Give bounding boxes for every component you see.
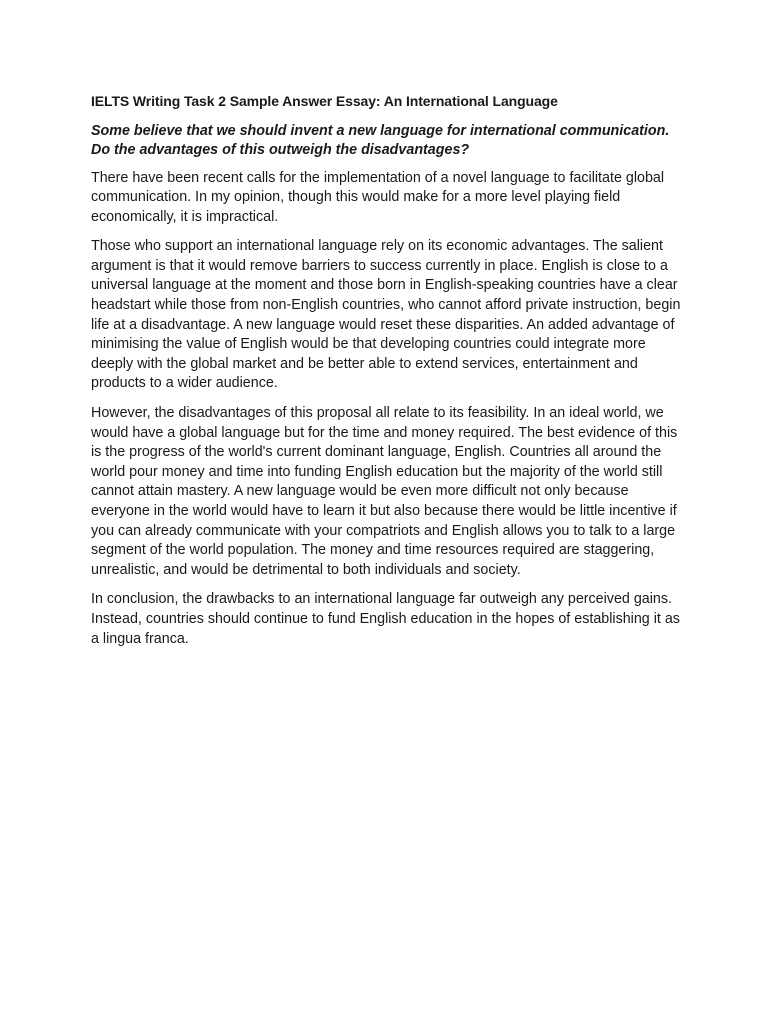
paragraph-conclusion: In conclusion, the drawbacks to an international language far outweigh any perceived gains. Instead, countries should continue to fund English education in the hopes of establishing it as a lingua franca.: [91, 591, 680, 647]
paragraph-disadvantages: However, the disadvantages of this proposal all relate to its feasibility. In an ideal world, we would have a global language but for the time and money required. The best evidence of this is the progress of the world's current dominant language, English. Countries all around the world pour money and time into funding English education but the majority of the world still cannot attain mastery. A new language would be even more difficult not only because everyone in the world would have to learn it but also because there would be little incentive if you can already communicate with your compatriots and English allows you to talk to a large segment of the world population. The money and time resources required are staggering, unrealistic, and would be detrimental to both individuals and society.: [91, 405, 678, 578]
paragraph-advantages: Those who support an international language rely on its economic advantages. The salient argument is that it would remove barriers to success currently in place. English is close to a universal language at the moment and those born in English-speaking countries have a clear headstart while those from non-English countries, who cannot afford private instruction, begin life at a disadvantage. A new language would reset these disparities. An added advantage of minimising the value of English would be that developing countries could integrate more deeply with the global market and be better able to extend services, entertainment and products to a wider audience.: [91, 238, 681, 392]
paragraph-introduction: There have been recent calls for the implementation of a novel language to facilitate global communication. In my opinion, though this would make for a more level playing field economically, it is impractical.: [91, 169, 665, 225]
essay-question: Some believe that we should invent a new language for international communication. Do the advantages of this outweigh the disadvantages?: [91, 122, 670, 158]
essay-title: IELTS Writing Task 2 Sample Answer Essay: An International Language: [91, 93, 558, 109]
